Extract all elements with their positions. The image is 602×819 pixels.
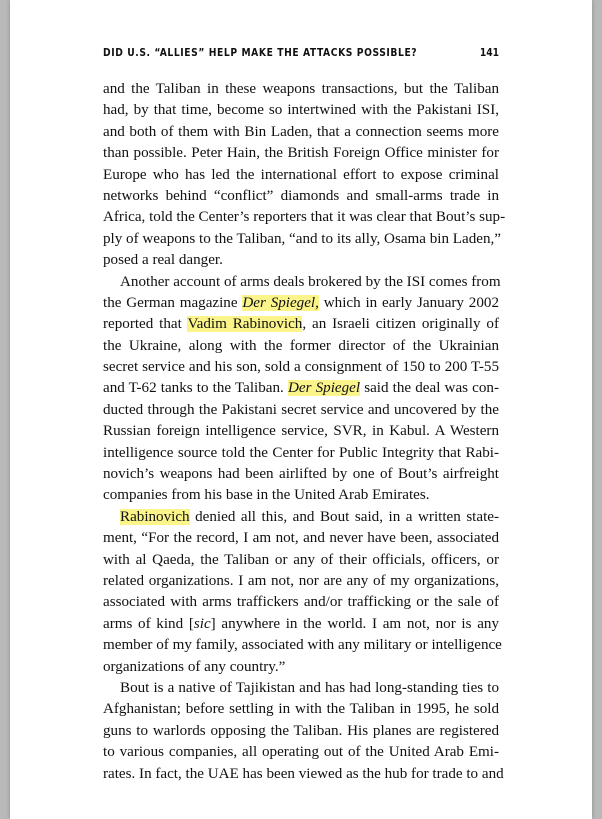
text-line: posed a real danger. bbox=[103, 252, 223, 269]
text-line bbox=[103, 378, 499, 399]
running-title: DID U.S. “ALLIES” HELP MAKE THE ATTACKS POSSIBLE? bbox=[103, 48, 418, 59]
text-line: ply of weapons to the Taliban, “and to its ally, Osama bin Laden,” bbox=[103, 230, 501, 247]
text-line: ment, “For the record, I am not, and never have been, associated bbox=[103, 530, 499, 547]
text-segment: and T-62 tanks to the Taliban. bbox=[103, 380, 288, 397]
text-line: Europe who has led the international effort to expose criminal bbox=[103, 166, 499, 183]
text-line: guns to warlords opposing the Taliban. His planes are registered bbox=[103, 722, 499, 739]
text-segment: reported that bbox=[103, 316, 188, 333]
text-segment: arms of kind [ bbox=[103, 615, 194, 632]
italic-text: sic bbox=[193, 615, 211, 632]
text-line: Africa, told the Center’s reporters that it was clear that Bout’s sup- bbox=[103, 209, 506, 226]
text-segment: the German magazine bbox=[103, 294, 243, 311]
text-segment: said the deal was con- bbox=[360, 380, 499, 397]
text-line: novich’s weapons had been airlifted by one of Bout’s airfreight bbox=[103, 466, 499, 483]
text-line: secret service and his son, sold a consignment of 150 to 200 T-55 bbox=[103, 359, 499, 376]
text-line bbox=[103, 507, 499, 528]
text-line: Another account of arms deals brokered by the ISI comes from bbox=[120, 273, 501, 290]
text-line: to various companies, all operating out of the United Arab Emi- bbox=[103, 744, 499, 761]
text-line: related organizations. I am not, nor are any of my organizations, bbox=[103, 572, 499, 589]
highlighted-name: Rabinovich bbox=[120, 508, 190, 525]
text-line bbox=[103, 614, 499, 635]
text-line: networks behind “conflict” diamonds and small-arms trade in bbox=[103, 187, 499, 204]
text-line bbox=[103, 314, 499, 335]
book-page bbox=[10, 0, 592, 819]
text-line: Afghanistan; before settling in with the Taliban in 1995, he sold bbox=[103, 701, 499, 718]
text-segment: , an Israeli citizen originally of bbox=[302, 316, 499, 333]
page-number: 141 bbox=[479, 48, 499, 59]
body-text bbox=[103, 79, 506, 785]
text-line: ducted through the Pakistani secret service and uncovered by the bbox=[103, 401, 499, 418]
text-line: rates. In fact, the UAE has been viewed as the hub for trade to and bbox=[103, 765, 504, 782]
text-line: companies from his base in the United Arab Emirates. bbox=[103, 487, 430, 504]
text-line: had, by that time, become so intertwined with the Pakistani ISI, bbox=[103, 102, 499, 119]
text-line: Bout is a native of Tajikistan and has had long-standing ties to bbox=[120, 679, 499, 696]
text-line: Russian foreign intelligence service, SVR, in Kabul. A Western bbox=[103, 423, 499, 440]
text-line: than possible. Peter Hain, the British Foreign Office minister for bbox=[103, 145, 499, 162]
text-line: member of my family, associated with any military or intelligence bbox=[103, 637, 502, 654]
text-segment: denied all this, and Bout said, in a written state- bbox=[189, 508, 499, 525]
running-header bbox=[103, 48, 499, 59]
highlighted-title: Der Spiegel bbox=[287, 380, 361, 397]
text-line: and both of them with Bin Laden, that a connection seems more bbox=[103, 123, 499, 140]
text-line: associated with arms traffickers and/or trafficking or the sale of bbox=[103, 594, 499, 611]
text-line: organizations of any country.” bbox=[103, 658, 286, 675]
text-line bbox=[103, 293, 499, 314]
text-line: the Ukraine, along with the former director of the Ukrainian bbox=[103, 337, 499, 354]
highlighted-title: Der Spiegel, bbox=[242, 294, 319, 311]
highlighted-name: Vadim Rabinovich bbox=[187, 316, 303, 333]
text-line: and the Taliban in these weapons transactions, but the Taliban bbox=[103, 81, 499, 97]
text-segment: ] anywhere in the world. I am not, nor is any bbox=[210, 615, 499, 632]
text-line: intelligence source told the Center for Public Integrity that Rabi- bbox=[103, 444, 499, 461]
text-line: with al Qaeda, the Taliban or any of their officials, officers, or bbox=[103, 551, 499, 568]
text-segment: which in early January 2002 bbox=[318, 294, 499, 311]
